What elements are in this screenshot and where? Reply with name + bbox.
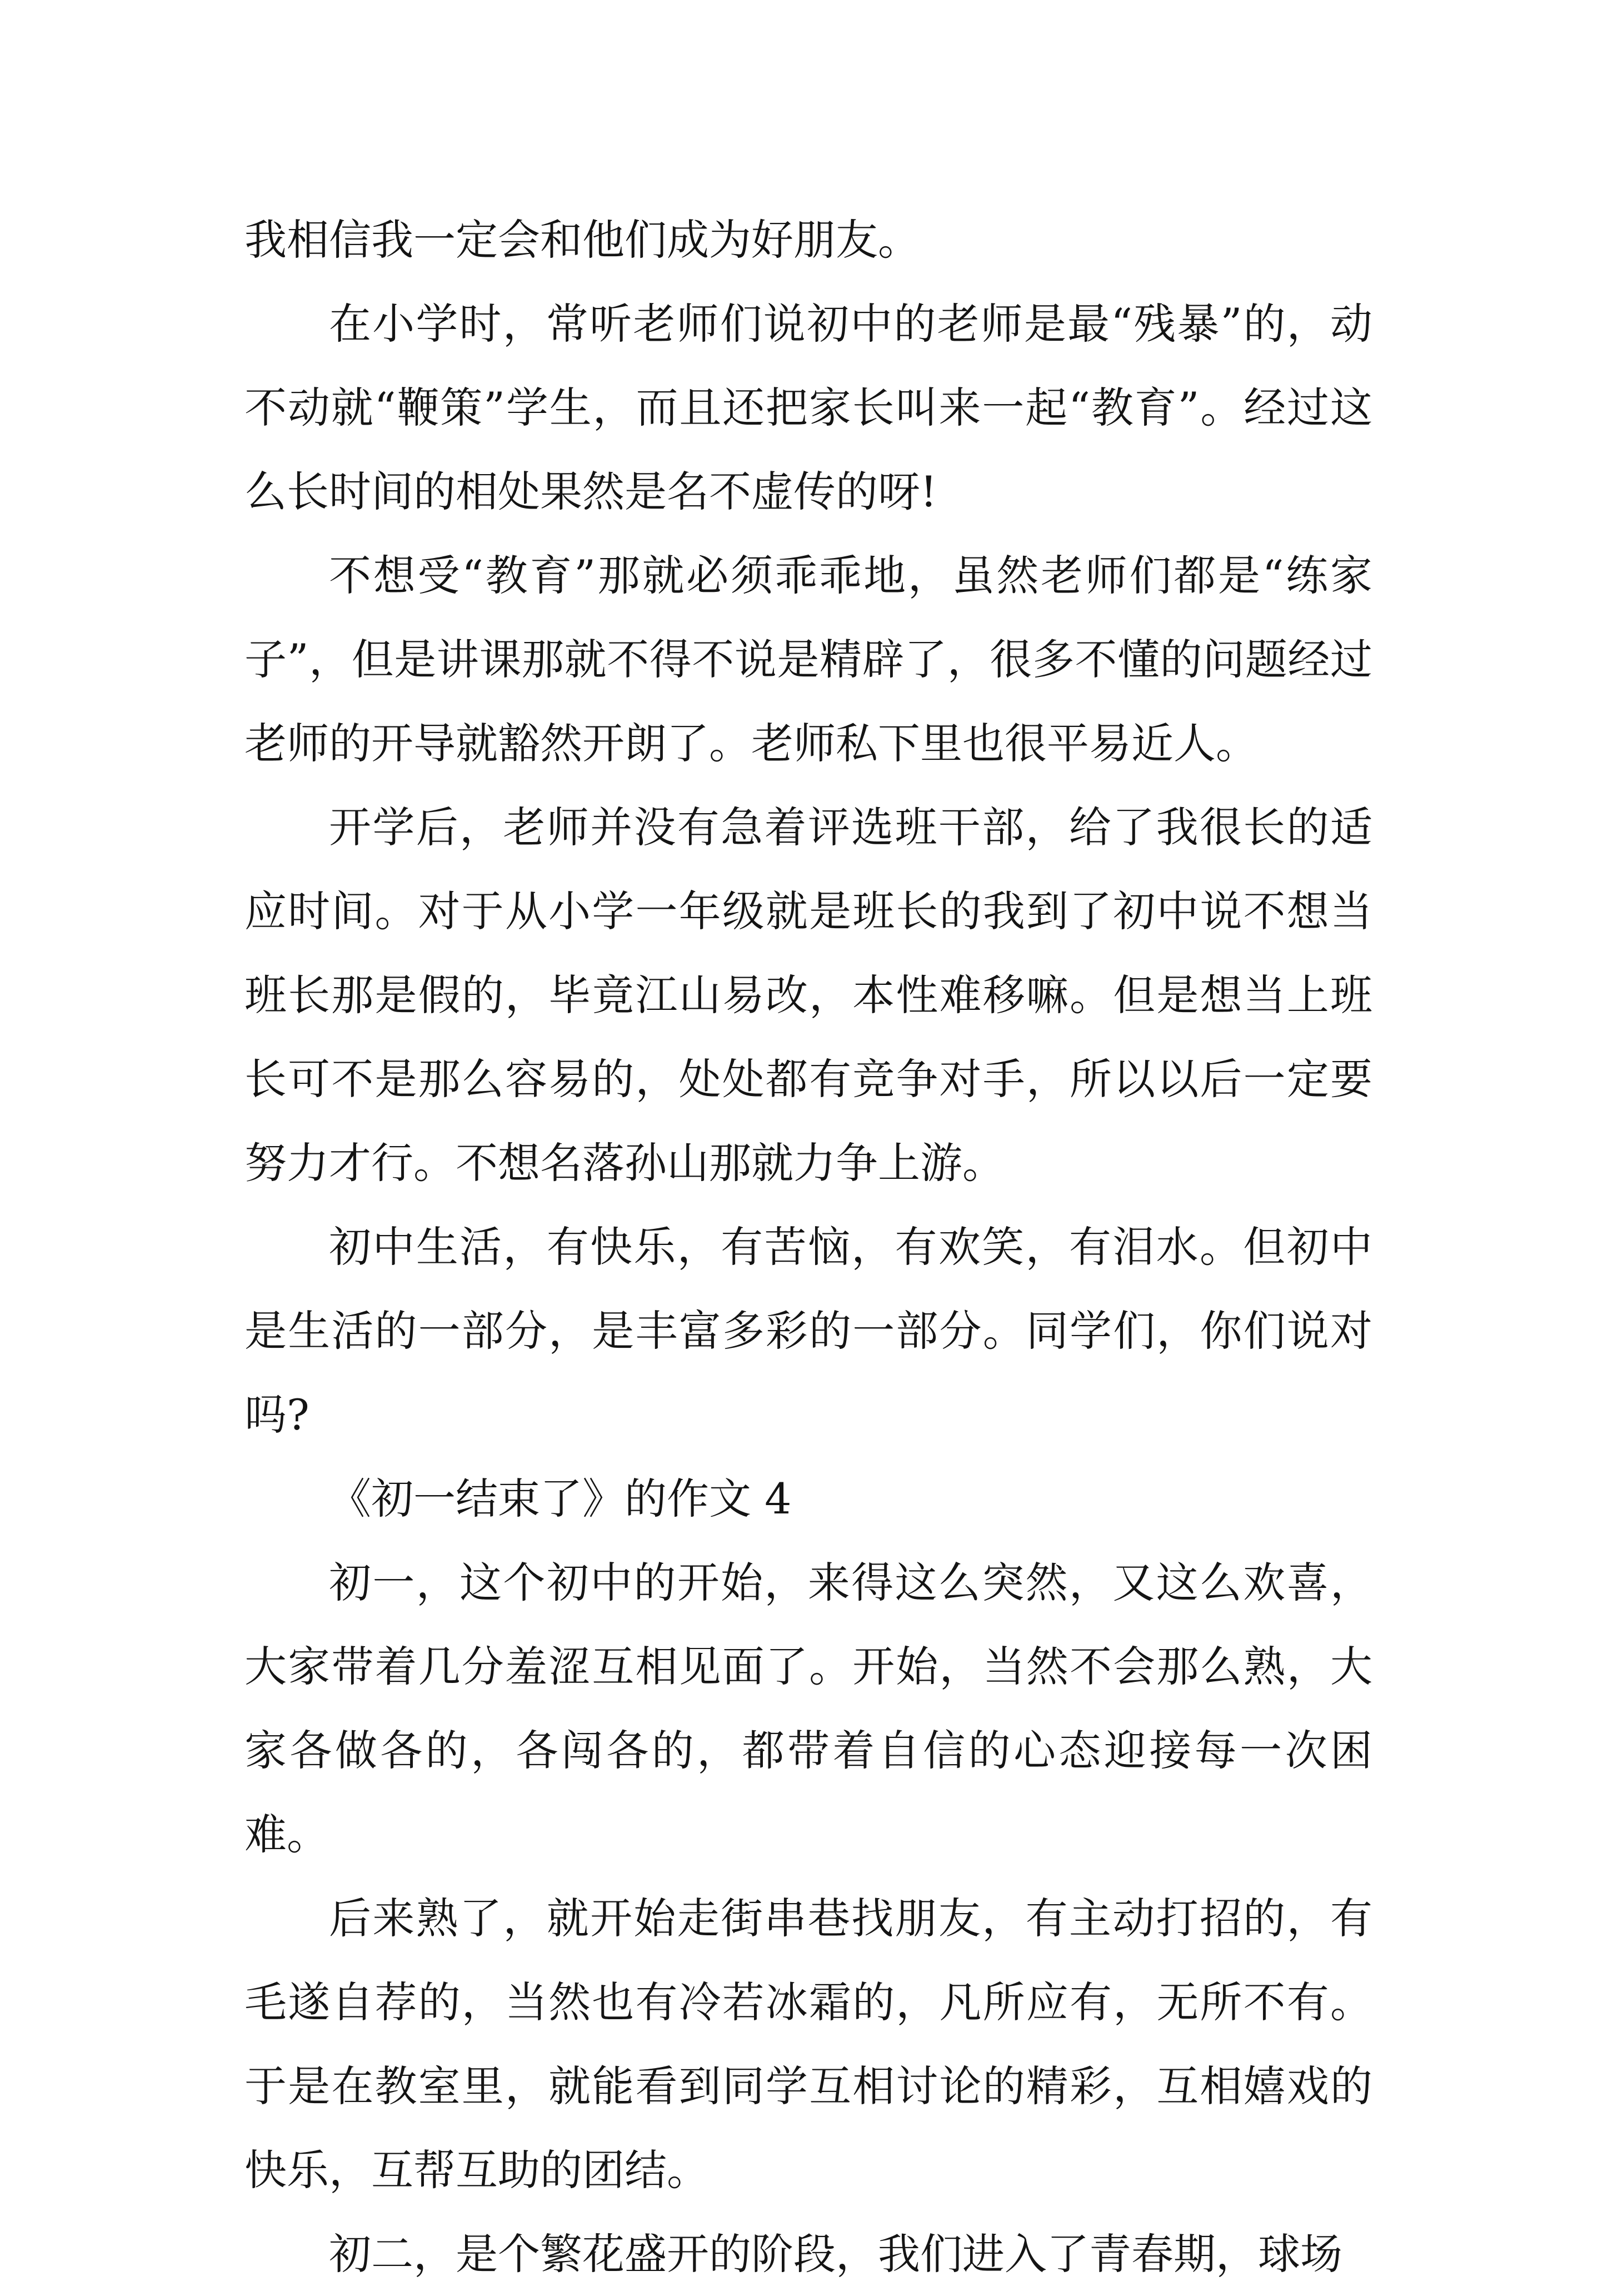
paragraph-grade-two: 初二，是个繁花盛开的阶段，我们进入了青春期，球场 [329, 2229, 1342, 2279]
paragraph-primary-school-teachers: 在小学时，常听老师们说初中的老师是最“残暴”的，动不动就“鞭策”学生，而且还把家长叫来一起“教育”。经过这么长时间的相处果然是名不虚传的呀! [244, 299, 1372, 516]
essay-heading: 《初一结束了》的作文 4 [329, 1474, 792, 1523]
paragraph-junior-high-life: 初中生活，有快乐，有苦恼，有欢笑，有泪水。但初中是生活的一部分，是丰富多彩的一部分。同学们，你们说对吗? [244, 1222, 1372, 1440]
document-body [244, 198, 1372, 2296]
paragraph-teachers-lectures: 不想受“教育”那就必须乖乖地，虽然老师们都是“练家子”，但是讲课那就不得不说是精辟了，很多不懂的问题经过老师的开导就豁然开朗了。老师私下里也很平易近人。 [244, 551, 1372, 768]
paragraph-class-monitor: 开学后，老师并没有急着评选班干部，给了我很长的适应时间。对于从小学一年级就是班长的我到了初中说不想当班长那是假的，毕竟江山易改，本性难移嘛。但是想当上班长可不是那么容易的，处处都有竞争对手，所以以后一定要努力才行。不想名落孙山那就力争上游。 [244, 803, 1372, 1188]
paragraph-continuation: 我相信我一定会和他们成为好朋友。 [244, 215, 920, 265]
paragraph-grade-one-start: 初一，这个初中的开始，来得这么突然，又这么欢喜，大家带着几分羞涩互相见面了。开始，当然不会那么熟，大家各做各的，各闯各的，都带着自信的心态迎接每一次困难。 [244, 1558, 1372, 1859]
paragraph-making-friends: 后来熟了，就开始走街串巷找朋友，有主动打招的，有毛遂自荐的，当然也有冷若冰霜的，凡所应有，无所不有。于是在教室里，就能看到同学互相讨论的精彩，互相嬉戏的快乐，互帮互助的团结。 [244, 1894, 1372, 2195]
